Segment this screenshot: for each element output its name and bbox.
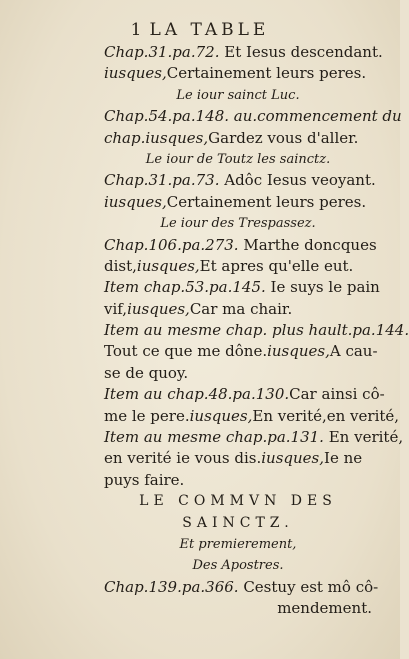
text-fragment: A cau- [329, 342, 378, 361]
text-line [104, 192, 372, 213]
text-fragment: se de quoy. [104, 363, 189, 382]
text-fragment: puys faire. [104, 470, 185, 489]
italic-reference: iusques, [127, 299, 190, 318]
text-line [104, 534, 372, 555]
table-entries [104, 42, 409, 620]
italic-reference: Le iour des Trespassez. [160, 216, 316, 232]
italic-reference: chap.iusques, [104, 128, 209, 147]
text-fragment: Tout ce que me dône. [104, 342, 268, 361]
text-line [104, 170, 376, 191]
italic-reference: Item chap.53.pa.145. [104, 278, 266, 297]
italic-reference: au.commencement du [229, 107, 402, 126]
text-line [104, 299, 372, 320]
text-fragment: vif, [104, 299, 128, 318]
text-fragment: en verité ie vous dis. [104, 449, 262, 468]
text-fragment: Et Iesus descendant. [219, 43, 383, 61]
text-fragment: Car ma chair. [189, 299, 293, 318]
italic-reference: Chap.106.pa.273. [104, 235, 239, 254]
text-fragment: dist, [104, 256, 137, 275]
text-fragment: Et apres qu'elle eut. [199, 256, 354, 275]
italic-reference: Item au chap.48.pa.130. [104, 385, 290, 404]
italic-reference: iusques, [136, 256, 200, 275]
text-line [104, 555, 372, 576]
text-line [104, 598, 372, 619]
text-line [104, 42, 383, 63]
text-line [104, 341, 378, 362]
text-fragment: Adôc Iesus veoyant. [219, 171, 376, 190]
text-fragment: me le pere. [104, 406, 190, 425]
header-folio-mark: 1 [130, 20, 142, 40]
header-title: LA TABLE [149, 20, 270, 40]
italic-reference: Le iour sainct Luc. [176, 87, 300, 103]
text-line [104, 213, 372, 234]
text-line [104, 149, 372, 170]
text-fragment: Marthe doncques [238, 235, 377, 254]
text-line [104, 384, 385, 405]
text-fragment: mendement. [277, 599, 372, 618]
text-fragment: Gardez vous d'aller. [208, 128, 359, 147]
text-line [104, 63, 372, 84]
text-line [104, 513, 372, 534]
text-line [104, 491, 372, 512]
text-fragment: Certainement leurs peres. [166, 192, 367, 211]
italic-reference: Des Apostres. [192, 558, 284, 574]
italic-reference: iusques, [267, 342, 330, 361]
italic-reference: Chap.31.pa.73. [104, 171, 220, 190]
text-fragment: En verité, [323, 428, 404, 447]
italic-reference: iusques, [189, 406, 253, 425]
italic-reference: Item au mesme chap. plus hault.pa.144. [104, 321, 409, 340]
italic-reference: iusques, [104, 192, 167, 211]
text-fragment: SAINCTZ. [182, 514, 294, 531]
italic-reference: Le iour de Toutz les sainctz. [145, 151, 331, 167]
text-line [104, 320, 409, 341]
text-fragment: Certainement leurs peres. [166, 64, 367, 83]
text-line [104, 363, 372, 384]
text-line [104, 277, 380, 298]
italic-reference: Chap.31.pa.72. [104, 43, 220, 61]
italic-reference: Chap.139.pa.366. [104, 577, 239, 596]
text-line [104, 85, 372, 106]
text-fragment: Car ainsi cô- [289, 385, 385, 404]
text-fragment: Cestuy est mô cô- [238, 577, 379, 596]
text-fragment: LE COMMVN DES [139, 493, 337, 510]
text-line [104, 448, 372, 469]
text-fragment: Ie suys le pain [265, 278, 380, 297]
italic-reference: iusques, [104, 64, 167, 83]
text-line [104, 577, 379, 598]
text-line [104, 235, 377, 256]
text-fragment: Ie ne [324, 449, 363, 468]
italic-reference: iusques, [261, 449, 325, 468]
running-header [0, 20, 400, 40]
text-line [104, 406, 400, 427]
italic-reference: Et premierement, [179, 536, 297, 552]
italic-reference: Chap.54.pa.148. [104, 107, 230, 126]
text-line [104, 128, 372, 149]
text-line [104, 427, 404, 448]
italic-reference: Item au mesme chap.pa.131. [104, 428, 324, 447]
text-fragment: En verité,en verité, [252, 406, 400, 425]
text-line [104, 470, 372, 491]
text-line [104, 106, 402, 127]
text-line [104, 256, 372, 277]
